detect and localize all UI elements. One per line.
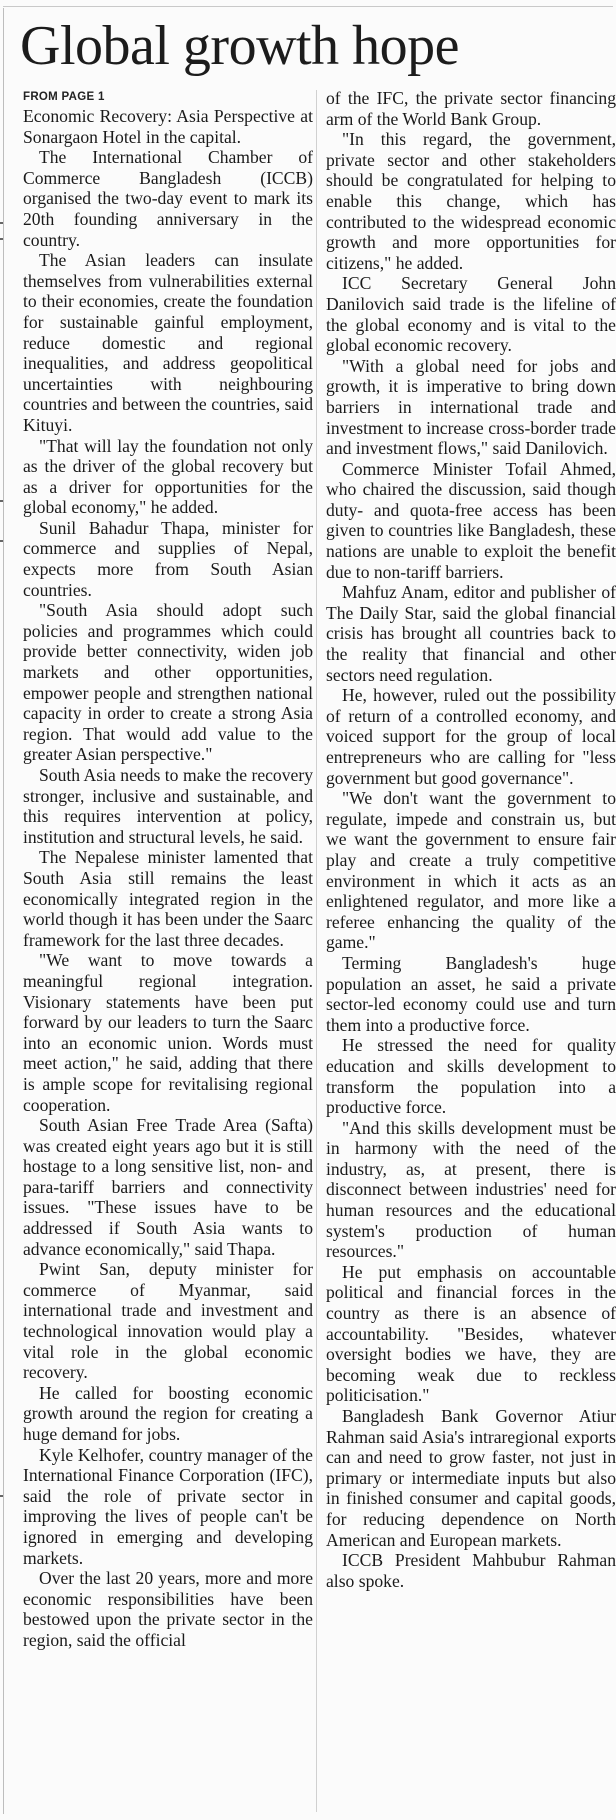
paragraph: South Asia needs to make the recovery stronger, inclusive and sustainable, and this requires intervention at policy, institution and structural levels, he said. [23,765,313,847]
headline: Global growth hope [20,15,459,77]
paragraph: South Asian Free Trade Area (Safta) was created eight years ago but it is still hostage to a long sensitive list, non- and para-tariff barriers and connectivity issues. "These issues have to be addressed if South Asia wants to advance economically," said Thapa. [23,1115,313,1259]
paragraph: Terming Bangladesh's huge population an asset, he said a private sector-led economy could use and turn them into a productive force. [326,952,616,1035]
paragraph: Bangladesh Bank Governor Atiur Rahman said Asia's intraregional exports can and need to grow faster, not just in primary or intermediate inputs but also in finished consumer and capital goods, for reducing dependence on North American and European markets. [326,1406,616,1550]
right-column [326,88,616,1816]
paragraph: The Nepalese minister lamented that South Asia still remains the least economically integrated region in the world though it has been under the Saarc framework for the last three decades. [23,847,313,950]
paragraph: "We don't want the government to regulate, impede and constrain us, but we want the government to ensure fair play and create a truly competitive environment in which it acts as an enlightened regulator, and more like a referee enhancing the quality of the game." [326,788,616,953]
paragraph: He stressed the need for quality education and skills development to transform the population into a productive force. [326,1035,616,1118]
edge-mark [0,238,3,240]
paragraph: "South Asia should adopt such policies and programmes which could provide better connectivity, widen job markets and other opportunities, empower people and strengthen national capacity in order to create a strong Asia region. That would add value to the greater Asian perspective." [23,600,313,765]
paragraph: ICCB President Mahbubur Rahman also spoke. [326,1550,616,1591]
paragraph: of the IFC, the private sector financing arm of the World Bank Group. [326,88,616,129]
paragraph: "In this regard, the government, private sector and other stakeholders should be congratulated for helping to enable this change, which has contributed to the widespread economic growth and more opportunities for citizens," he added. [326,129,616,273]
paragraph: "We want to move towards a meaningful regional integration. Visionary statements have been put forward by our leaders to turn the Saarc into an economic union. Words must meet action," he said, adding that there is ample scope for revitalising regional cooperation. [23,950,313,1115]
top-border [3,6,613,7]
left-border [3,8,4,1814]
paragraph: ICC Secretary General John Danilovich said trade is the lifeline of the global economy and is vital to the global economic recovery. [326,273,616,356]
kicker: FROM PAGE 1 [23,91,105,103]
paragraph: Kyle Kelhofer, country manager of the International Finance Corporation (IFC), said the role of private sector in improving the lives of people can't be ignored in emerging and developing markets. [23,1444,313,1568]
left-column [23,88,313,1816]
edge-mark [0,222,3,224]
paragraph: Sunil Bahadur Thapa, minister for commerce and supplies of Nepal, expects more from South Asian countries. [23,517,313,600]
paragraph: Pwint San, deputy minister for commerce of Myanmar, said international trade and investment and technological innovation would play a vital role in the global economic recovery. [23,1259,313,1383]
edge-mark [0,1495,3,1497]
paragraph: "With a global need for jobs and growth, it is imperative to bring down barriers in international trade and investment to increase cross-border trade and investment flows," said Danilovich. [326,355,616,459]
paragraph: Over the last 20 years, more and more economic responsibilities have been bestowed upon the private sector in the region, said the official [23,1568,313,1650]
paragraph: Economic Recovery: Asia Perspective at Sonargaon Hotel in the capital. [23,106,313,147]
paragraph: He put emphasis on accountable political and financial forces in the country as there is an absence of accountability. "Besides, whatever oversight bodies we have, they are becoming weak due to reckless politicisation." [326,1261,616,1406]
paragraph: "That will lay the foundation not only as the driver of the global recovery but as a driver for opportunities for the global economy," he added. [23,435,313,518]
paragraph: He called for boosting economic growth around the region for creating a huge demand for jobs. [23,1382,313,1444]
edge-mark [0,500,3,502]
paragraph: "And this skills development must be in harmony with the need of the industry, as, at present, there is disconnect between industries' need for human resources and the educational system's production of human resources." [326,1117,616,1262]
column-divider [316,90,317,1812]
edge-mark [0,540,3,542]
paragraph: The International Chamber of Commerce Bangladesh (ICCB) organised the two-day event to mark its 20th founding anniversary in the country. [23,147,313,250]
paragraph: The Asian leaders can insulate themselves from vulnerabilities external to their economies, create the foundation for sustainable gainful employment, reduce domestic and regional inequalities, and address geopolitical uncertainties with neighbouring countries and between the countries, said Kituyi. [23,250,313,435]
paragraph: He, however, ruled out the possibility of return of a controlled economy, and voiced support for the group of local entrepreneurs who are calling for "less government but good governance". [326,685,616,788]
paragraph: Commerce Minister Tofail Ahmed, who chaired the discussion, said though duty- and quota-free access has been given to countries like Bangladesh, these nations are unable to exploit the benefit due to non-tariff barriers. [326,458,616,582]
paragraph: Mahfuz Anam, editor and publisher of The Daily Star, said the global financial crisis has brought all countries back to the reality that financial and other sectors need regulation. [326,582,616,685]
